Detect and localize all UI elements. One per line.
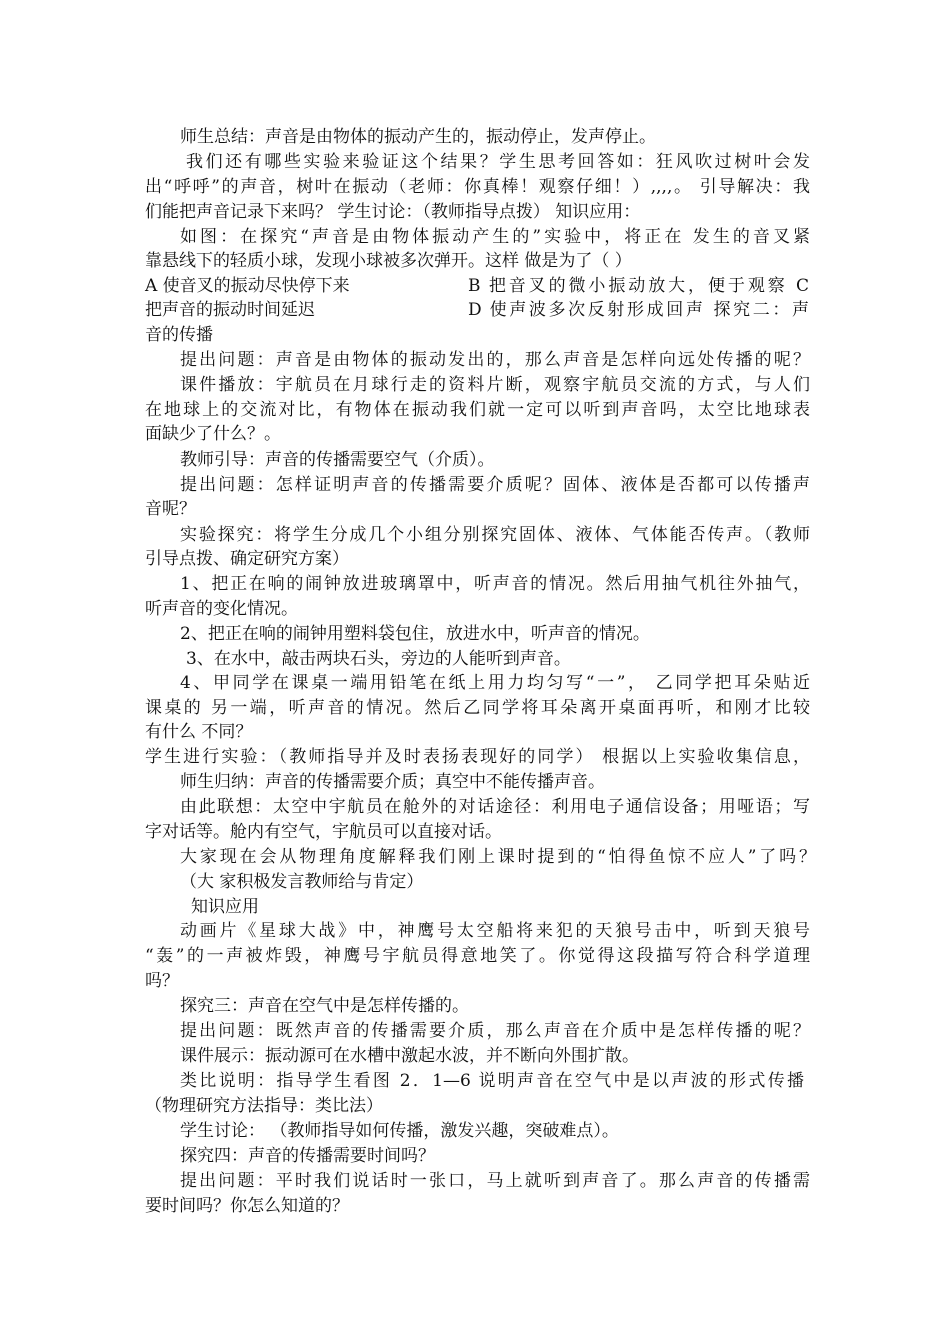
text-line: 4、甲同学在课桌一端用铅笔在纸上用力均匀写“一”， 乙同学把耳朵贴近: [180, 673, 810, 693]
text-line: 实验探究：将学生分成几个小组分别探究固体、液体、气体能否传声。（教师: [180, 525, 810, 545]
text-line: 提出问题：既然声音的传播需要介质，那么声音在介质中是怎样传播的呢？: [180, 1021, 810, 1041]
text-line: 课桌的 另一端，听声音的情况。然后乙同学将耳朵离开桌面再听，和刚才比较: [145, 698, 810, 718]
text-line: 字对话等。舱内有空气，宇航员可以直接对话。: [145, 822, 502, 842]
text-line: 由此联想：太空中宇航员在舱外的对话途径：利用电子通信设备；用哑语；写: [180, 797, 810, 817]
text-line: A 使音叉的振动尽快停下来: [145, 276, 350, 296]
text-line: 2、把正在响的闹钟用塑料袋包住，放进水中，听声音的情况。: [180, 624, 650, 644]
text-line: 提出问题：平时我们说话时一张口，马上就听到声音了。那么声音的传播需: [180, 1171, 810, 1191]
text-line: 提出问题：声音是由物体的振动发出的，那么声音是怎样向远处传播的呢？: [180, 350, 810, 370]
text-line: 靠悬线下的轻质小球，发现小球被多次弹开。这样 做是为了（ ）: [145, 251, 632, 271]
text-line: 提出问题：怎样证明声音的传播需要介质呢？固体、液体是否都可以传播声: [180, 475, 810, 495]
text-line: 听声音的变化情况。: [145, 599, 298, 619]
text-line: 音的传播: [145, 325, 213, 345]
text-line: 把声音的振动时间延迟: [145, 300, 315, 320]
text-line: 课件播放：宇航员在月球行走的资料片断，观察宇航员交流的方式，与人们: [180, 375, 810, 395]
text-line: “轰”的一声被炸毁，神鹰号宇航员得意地笑了。你觉得这段描写符合科学道理: [145, 946, 810, 966]
text-line: 3、在水中，敲击两块石头，旁边的人能听到声音。: [186, 649, 571, 669]
text-line: 们能把声音记录下来吗？ 学生讨论：（教师指导点拨） 知识应用：: [145, 202, 641, 222]
text-line: 探究四：声音的传播需要时间吗？: [180, 1146, 435, 1166]
text-line: D 使声波多次反射形成回声 探究二：声: [468, 300, 809, 320]
text-line: （大 家积极发言教师给与肯定）: [180, 872, 424, 892]
text-line: 面缺少了什么？。: [145, 424, 281, 444]
text-line: 动画片《星球大战》中，神鹰号太空船将来犯的天狼号击中，听到天狼号: [180, 921, 810, 941]
text-line: B 把音叉的微小振动放大，便于观察 C: [468, 276, 809, 296]
text-line: 吗？: [145, 971, 179, 991]
text-line: 师生归纳：声音的传播需要介质；真空中不能传播声音。: [180, 772, 605, 792]
text-line: 如图：在探究“声音是由物体振动产生的”实验中，将正在 发生的音叉紧: [180, 227, 810, 247]
text-line: 探究三：声音在空气中是怎样传播的。: [180, 996, 469, 1016]
text-line: 在地球上的交流对比，有物体在振动我们就一定可以听到声音吗，太空比地球表: [145, 400, 810, 420]
text-line: 出“呼呼”的声音，树叶在振动（老师：你真棒！观察仔细！）,,,,。 引导解决：我: [145, 177, 810, 197]
text-line: 音呢？: [145, 499, 196, 519]
text-line: 大家现在会从物理角度解释我们刚上课时提到的“怕得鱼惊不应人”了吗？: [180, 847, 816, 867]
text-line: （物理研究方法指导：类比法）: [145, 1096, 383, 1116]
text-line: 知识应用: [191, 897, 259, 917]
text-line: 1、把正在响的闹钟放进玻璃罩中，听声音的情况。然后用抽气机往外抽气，: [180, 574, 810, 594]
text-line: 课件展示：振动源可在水槽中激起水波，并不断向外围扩散。: [180, 1046, 639, 1066]
text-line: 有什么 不同？: [145, 722, 253, 742]
text-line: 师生总结：声音是由物体的振动产生的，振动停止，发声停止。: [180, 127, 656, 147]
text-line: 引导点拨、确定研究方案）: [145, 549, 349, 569]
text-line: 要时间吗？你怎么知道的？: [145, 1196, 349, 1216]
text-line: 我们还有哪些实验来验证这个结果？学生思考回答如：狂风吹过树叶会发: [186, 152, 810, 172]
text-line: 学生进行实验：（教师指导并及时表扬表现好的同学） 根据以上实验收集信息，: [145, 747, 810, 767]
text-line: 类比说明：指导学生看图 2．1—6 说明声音在空气中是以声波的形式传播: [180, 1071, 804, 1091]
text-line: 学生讨论： （教师指导如何传播，激发兴趣，突破难点）。: [180, 1121, 619, 1141]
text-line: 教师引导：声音的传播需要空气（介质）。: [180, 450, 495, 470]
